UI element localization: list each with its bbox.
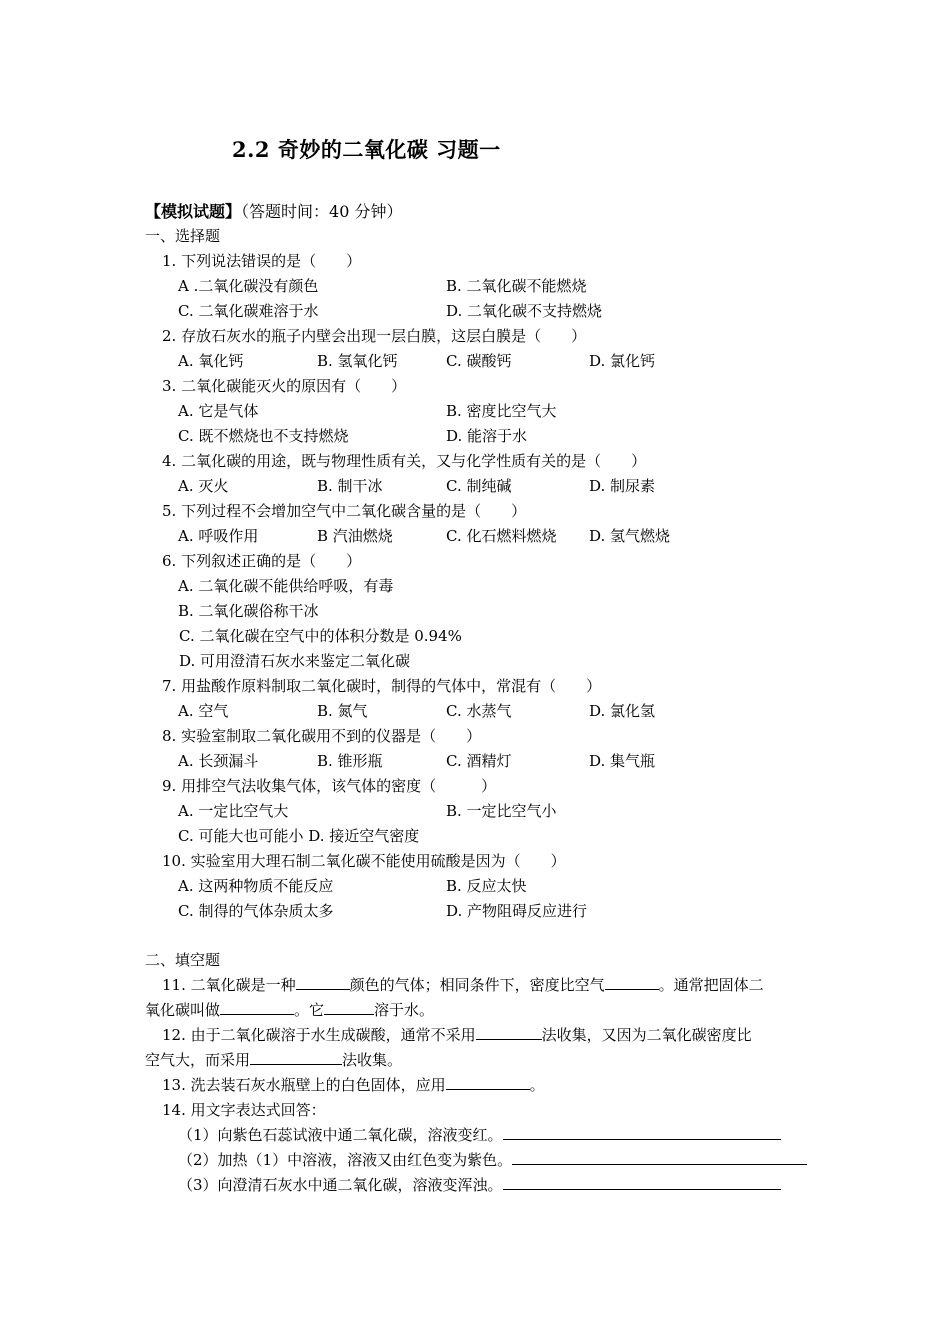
q8-option-c: C. 酒精灯 — [446, 752, 512, 770]
q7-stem: 7. 用盐酸作原料制取二氧化碳时，制得的气体中，常混有（ ） — [162, 677, 602, 695]
q11-text-2: 颜色的气体；相同条件下，密度比空气 — [349, 976, 605, 994]
q4-option-b: B. 制干冰 — [317, 477, 383, 495]
q11-blank-color[interactable] — [296, 975, 350, 990]
exam-label: 【模拟试题】 — [145, 202, 242, 221]
q11-text-4: 氧化碳叫做 — [145, 1001, 221, 1019]
q9-option-a: A. 一定比空气大 — [178, 802, 289, 820]
q2-option-c: C. 碳酸钙 — [446, 352, 512, 370]
q8-option-d: D. 集气瓶 — [589, 752, 656, 770]
q5-option-d: D. 氢气燃烧 — [589, 527, 671, 545]
section-heading-fill: 二、填空题 — [145, 951, 221, 969]
q12-text-4: 法收集。 — [342, 1051, 403, 1069]
q11-blank-density[interactable] — [605, 975, 659, 990]
q3-option-a: A. 它是气体 — [178, 402, 259, 420]
q2-option-a: A. 氧化钙 — [178, 352, 244, 370]
q3-option-c: C. 既不燃烧也不支持燃烧 — [178, 427, 349, 445]
q7-option-b: B. 氮气 — [317, 702, 368, 720]
q3-option-b: B. 密度比空气大 — [446, 402, 557, 420]
page-title: 2.2 奇妙的二氧化碳 习题一 — [232, 137, 501, 162]
q6-option-b: B. 二氧化碳俗称干冰 — [178, 602, 319, 620]
q1-option-d: D. 二氧化碳不支持燃烧 — [446, 302, 603, 320]
q6-option-a: A. 二氧化碳不能供给呼吸，有毒 — [178, 577, 394, 595]
q5-option-b: B 汽油燃烧 — [317, 527, 393, 545]
q9-option-cd: C. 可能大也可能小 D. 接近空气密度 — [178, 827, 420, 845]
q14-sub1-text: （1）向紫色石蕊试液中通二氧化碳，溶液变红。 — [178, 1126, 503, 1144]
q14-sub1 — [178, 1125, 781, 1145]
q7-option-d: D. 氯化氢 — [589, 702, 656, 720]
q8-option-b: B. 锥形瓶 — [317, 752, 383, 770]
q6-option-d: D. 可用澄清石灰水来鉴定二氧化碳 — [179, 652, 411, 670]
q5-option-a: A. 呼吸作用 — [178, 527, 259, 545]
q12-line2 — [145, 1050, 402, 1070]
q9-option-b: B. 一定比空气小 — [446, 802, 557, 820]
q14-sub2-blank[interactable] — [512, 1150, 807, 1165]
q14-sub3 — [178, 1175, 781, 1195]
q11-text-1: 11. 二氧化碳是一种 — [162, 976, 296, 994]
q11-blank-solubility[interactable] — [324, 1000, 374, 1015]
q1-option-a: A .二氧化碳没有颜色 — [178, 277, 319, 295]
section-heading-choice: 一、选择题 — [145, 227, 221, 245]
q2-option-b: B. 氢氧化钙 — [317, 352, 398, 370]
q9-stem: 9. 用排空气法收集气体，该气体的密度（ ） — [162, 777, 497, 795]
q14-sub2 — [178, 1150, 807, 1170]
q6-stem: 6. 下列叙述正确的是（ ） — [162, 552, 362, 570]
q8-option-a: A. 长颈漏斗 — [178, 752, 259, 770]
q5-option-c: C. 化石燃料燃烧 — [446, 527, 557, 545]
q11-line1 — [162, 975, 764, 995]
q10-option-c: C. 制得的气体杂质太多 — [178, 902, 334, 920]
q11-text-6: 溶于水。 — [374, 1001, 435, 1019]
q11-blank-name[interactable] — [220, 1000, 294, 1015]
q13-line — [162, 1075, 545, 1095]
q4-option-d: D. 制尿素 — [589, 477, 656, 495]
q7-option-c: C. 水蒸气 — [446, 702, 512, 720]
q12-text-1: 12. 由于二氧化碳溶于水生成碳酸，通常不采用 — [162, 1026, 476, 1044]
q13-text-1: 13. 洗去装石灰水瓶壁上的白色固体，应用 — [162, 1076, 446, 1094]
q3-stem: 3. 二氧化碳能灭火的原因有（ ） — [162, 377, 407, 395]
q12-line1 — [162, 1025, 752, 1045]
q10-option-d: D. 产物阻碍反应进行 — [446, 902, 588, 920]
q12-text-3: 空气大，而采用 — [145, 1051, 251, 1069]
q1-stem: 1. 下列说法错误的是（ ） — [162, 252, 362, 270]
q4-option-c: C. 制纯碱 — [446, 477, 512, 495]
q4-option-a: A. 灭火 — [178, 477, 229, 495]
q14-sub2-text: （2）加热（1）中溶液，溶液又由红色变为紫色。 — [178, 1151, 513, 1169]
q13-text-2: 。 — [529, 1076, 545, 1094]
q6-option-c: C. 二氧化碳在空气中的体积分数是 0.94% — [179, 627, 462, 645]
q11-text-3: 。通常把固体二 — [658, 976, 764, 994]
q11-line2 — [145, 1000, 434, 1020]
q12-text-2: 法收集，又因为二氧化碳密度比 — [541, 1026, 752, 1044]
q8-stem: 8. 实验室制取二氧化碳用不到的仪器是（ ） — [162, 727, 482, 745]
q12-blank-method1[interactable] — [476, 1025, 542, 1040]
q12-blank-method2[interactable] — [250, 1050, 342, 1065]
q14-stem: 14. 用文字表达式回答： — [162, 1101, 326, 1119]
q10-stem: 10. 实验室用大理石制二氧化碳不能使用硫酸是因为（ ） — [162, 852, 566, 870]
time-note: （答题时间：40 分钟） — [241, 202, 403, 221]
q13-blank[interactable] — [446, 1075, 530, 1090]
q5-stem: 5. 下列过程不会增加空气中二氧化碳含量的是（ ） — [162, 502, 527, 520]
q10-option-b: B. 反应太快 — [446, 877, 527, 895]
q2-stem: 2. 存放石灰水的瓶子内壁会出现一层白膜，这层白膜是（ ） — [162, 327, 587, 345]
q14-sub1-blank[interactable] — [503, 1125, 781, 1140]
q1-option-c: C. 二氧化碳难溶于水 — [178, 302, 319, 320]
q1-option-b: B. 二氧化碳不能燃烧 — [446, 277, 587, 295]
q14-sub3-text: （3）向澄清石灰水中通二氧化碳，溶液变浑浊。 — [178, 1176, 503, 1194]
q10-option-a: A. 这两种物质不能反应 — [178, 877, 334, 895]
q7-option-a: A. 空气 — [178, 702, 229, 720]
q11-text-5: 。它 — [294, 1001, 325, 1019]
q3-option-d: D. 能溶于水 — [446, 427, 528, 445]
q4-stem: 4. 二氧化碳的用途，既与物理性质有关，又与化学性质有关的是（ ） — [162, 452, 647, 470]
q14-sub3-blank[interactable] — [503, 1175, 781, 1190]
q2-option-d: D. 氯化钙 — [589, 352, 656, 370]
exam-header — [145, 202, 402, 222]
